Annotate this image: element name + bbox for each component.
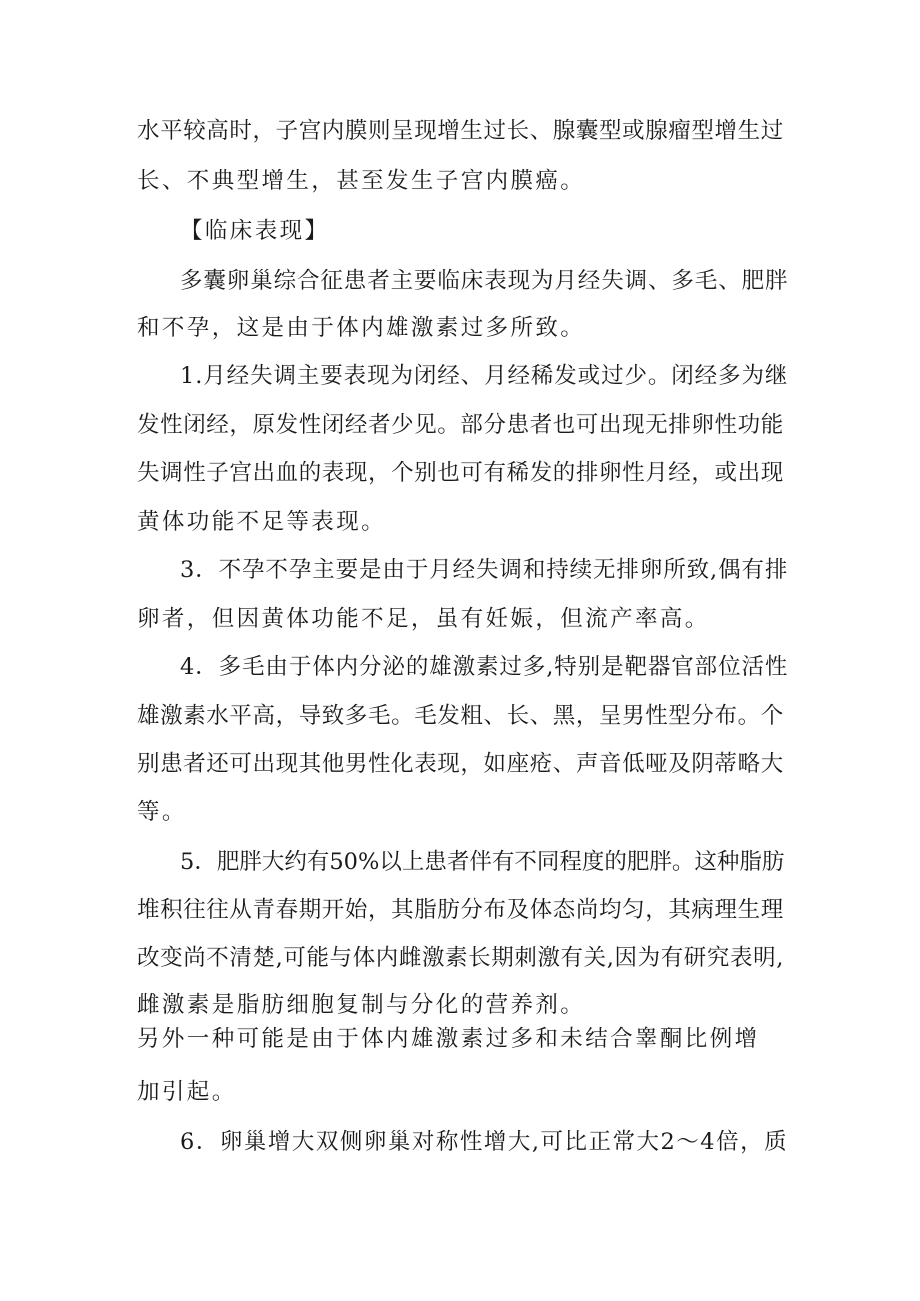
text-line-4: 多囊卵巢综合征患者主要临床表现为月经失调、多毛、肥胖 — [180, 268, 789, 294]
text-line-7: 发性闭经，原发性闭经者少见。部分患者也可出现无排卵性功能 — [137, 412, 784, 438]
text-line-13: 雄激素水平高，导致多毛。毛发粗、长、黑，呈男性型分布。个 — [137, 703, 784, 729]
text-line-10: 3．不孕不孕主要是由于月经失调和持续无排卵所致,偶有排 — [180, 557, 789, 583]
text-line-11: 卵者，但因黄体功能不足，虽有妊娠，但流产率高。 — [137, 606, 710, 632]
text-line-16: 5．肥胖大约有50%以上患者伴有不同程度的肥胖。这种脂肪 — [180, 849, 785, 875]
text-line-12: 4．多毛由于体内分泌的雄激素过多,特别是靶器官部位活性 — [180, 654, 789, 680]
text-line-18: 改变尚不清楚,可能与体内雌激素长期刺激有关,因为有研究表明, — [137, 945, 784, 971]
text-line-5: 和不孕，这是由于体内雄激素过多所致。 — [137, 315, 586, 341]
text-line-17: 堆积往往从青春期开始，其脂肪分布及体态尚均匀，其病理生理 — [137, 897, 784, 923]
text-line-14: 别患者还可出现其他男性化表现，如座疮、声音低哑及阴蒂略大 — [137, 751, 784, 777]
text-line-2: 长、不典型增生，甚至发生子宫内膜癌。 — [137, 168, 586, 194]
text-line-21: 加引起。 — [137, 1079, 237, 1105]
text-line-22: 6．卵巢增大双侧卵巢对称性增大,可比正常大2～4倍，质 — [180, 1129, 789, 1155]
text-line-9: 黄体功能不足等表现。 — [137, 509, 387, 535]
text-line-1: 水平较高时，子宫内膜则呈现增生过长、腺囊型或腺瘤型增生过 — [137, 118, 784, 144]
text-line-8: 失调性子宫出血的表现，个别也可有稀发的排卵性月经，或出现 — [137, 460, 784, 486]
text-line-6: 1.月经失调主要表现为闭经、月经稀发或过少。闭经多为继 — [180, 363, 789, 389]
text-line-19: 雌激素是脂肪细胞复制与分化的营养剂。 — [137, 992, 586, 1018]
section-heading: 【临床表现】 — [180, 218, 330, 244]
text-line-15: 等。 — [137, 799, 187, 825]
text-line-20: 另外一种可能是由于体内雄激素过多和未结合睾酮比例增 — [137, 1026, 760, 1052]
